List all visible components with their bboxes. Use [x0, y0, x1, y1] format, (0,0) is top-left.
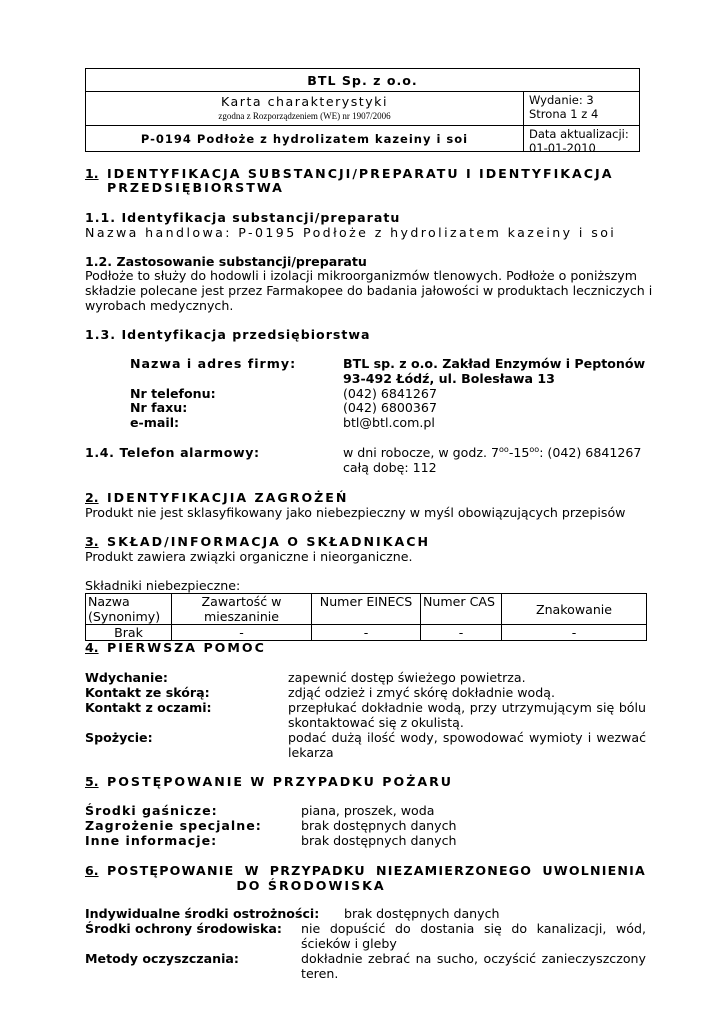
environmental-value: ścieków i gleby	[301, 936, 397, 951]
document-type: Karta charakterystyki	[221, 94, 388, 109]
hazardous-components-label: Składniki niebezpieczne:	[85, 578, 241, 593]
section-3-title: SKŁAD/INFORMACJA O SKŁADNIKACH	[107, 534, 431, 549]
section-4-title: PIERWSZA POMOC	[107, 640, 266, 655]
email-link[interactable]: btl@btl.com.pl	[343, 415, 435, 430]
header-divider	[523, 125, 639, 126]
cleanup-value: teren.	[301, 966, 339, 981]
other-info-value: brak dostępnych danych	[301, 833, 457, 848]
page-number: Strona 1 z 4	[529, 107, 599, 121]
column-header: Znakowanie	[502, 594, 647, 625]
usage-text: wyrobach medycznych.	[85, 298, 234, 313]
composition-text: Produkt zawiera związki organiczne i nieorganiczne.	[85, 549, 413, 564]
table-header-row	[86, 594, 647, 625]
environmental-value: nie dopuścić do dostania się do kanalizacji, wód,	[301, 921, 646, 936]
eye-contact-value: przepłukać dokładnie wodą, przy utrzymującym się bólu	[288, 700, 646, 715]
section-2-title: IDENTYFIKACJIA ZAGROŻEŃ	[107, 490, 349, 505]
ingestion-value: podać dużą ilość wody, spowodować wymioty i wezwać	[288, 730, 646, 745]
column-header: Nazwa (Synonimy)	[86, 594, 172, 625]
update-date: 01-01-2010	[529, 141, 596, 155]
inhalation-label: Wdychanie:	[85, 670, 168, 685]
company-address-value: BTL sp. z o.o. Zakład Enzymów i Peptonów	[343, 356, 646, 371]
column-header: Numer EINECS	[312, 594, 421, 625]
environmental-label: Środki ochrony środowiska:	[85, 921, 282, 936]
edition: Wydanie: 3	[529, 93, 594, 107]
ingestion-value: lekarza	[288, 745, 334, 760]
classification-text: Produkt nie jest sklasyfikowany jako niebezpieczny w myśl obowiązujących przepisów	[85, 505, 626, 520]
section-1-2-title: 1.2. Zastosowanie substancji/preparatu	[85, 254, 367, 269]
header-divider	[86, 125, 523, 126]
table-cell: -	[502, 625, 647, 641]
email-label: e-mail:	[130, 415, 180, 430]
personal-precautions-label: Indywidualne środki ostrożności:	[85, 906, 320, 921]
cleanup-label: Metody oczyszczania:	[85, 951, 239, 966]
column-header: Zawartość w mieszaninie	[172, 594, 312, 625]
document-header-box	[85, 68, 640, 155]
phone-label: Nr telefonu:	[130, 386, 216, 401]
section-1-title: IDENTYFIKACJA SUBSTANCJI/PREPARATU I IDENTYFIKACJA	[107, 166, 614, 181]
skin-contact-label: Kontakt ze skórą:	[85, 685, 210, 700]
section-6-number: 6.	[85, 863, 99, 878]
table-cell: -	[312, 625, 421, 641]
cleanup-value: dokładnie zebrać na sucho, oczyścić zanieczyszczony	[301, 951, 646, 966]
fax-label: Nr faxu:	[130, 400, 188, 415]
regulation-note: zgodna z Rozporządzeniem (WE) nr 1907/2006	[218, 111, 391, 121]
skin-contact-value: zdjąć odzież i zmyć skórę dokładnie wodą.	[288, 685, 555, 700]
company-name: BTL Sp. z o.o.	[307, 73, 418, 88]
extinguishing-label: Środki gaśnicze:	[85, 803, 218, 818]
usage-text: składzie polecane jest przez Farmakopee do badania jałowości w produktach leczniczych i	[85, 283, 653, 298]
section-1-1-title: 1.1. Identyfikacja substancji/preparatu	[85, 210, 401, 225]
section-5-number: 5.	[85, 774, 99, 789]
phone-value: (042) 6841267	[343, 386, 437, 401]
hazardous-components-table	[85, 593, 647, 641]
personal-precautions-value: brak dostępnych danych	[344, 906, 500, 921]
emergency-phone-24h: całą dobę: 112	[343, 460, 437, 475]
product-name: P-0194 Podłoże z hydrolizatem kazeiny i soi	[140, 132, 469, 146]
special-hazard-value: brak dostępnych danych	[301, 818, 457, 833]
company-address-label: Nazwa i adres firmy:	[130, 356, 297, 371]
section-6-title-cont: DO ŚRODOWISKA	[236, 878, 386, 893]
column-header: Numer CAS	[421, 594, 502, 625]
section-1-3-title: 1.3. Identyfikacja przedsiębiorstwa	[85, 327, 371, 342]
update-label: Data aktualizacji:	[529, 127, 629, 141]
trade-name: Nazwa handlowa: P-0195 Podłoże z hydrolizatem kazeiny i soi	[85, 225, 617, 240]
section-6-title: POSTĘPOWANIE W PRZYPADKU NIEZAMIERZONEGO UWOLNIENIA	[107, 863, 646, 878]
table-cell: Brak	[86, 625, 172, 641]
other-info-label: Inne informacje:	[85, 833, 218, 848]
emergency-phone-label: 1.4. Telefon alarmowy:	[85, 445, 260, 460]
emergency-phone-value: w dni robocze, w godz. $7^{oo}-15^{oo}$: (042) 6841267	[343, 444, 642, 460]
table-row	[86, 625, 647, 641]
usage-text: Podłoże to służy do hodowli i izolacji mikroorganizmów tlenowych. Podłoże o poniższym	[85, 268, 637, 283]
section-4-number: 4.	[85, 640, 99, 655]
section-3-number: 3.	[85, 534, 99, 549]
eye-contact-value: skontaktować się z okulistą.	[288, 715, 464, 730]
section-1-number: 1.	[85, 166, 99, 181]
ingestion-label: Spożycie:	[85, 730, 153, 745]
section-1-title-cont: PRZEDSIĘBIORSTWA	[107, 180, 284, 195]
extinguishing-value: piana, proszek, woda	[301, 803, 435, 818]
special-hazard-label: Zagrożenie specjalne:	[85, 818, 262, 833]
inhalation-value: zapewnić dostęp świeżego powietrza.	[288, 670, 526, 685]
section-2-number: 2.	[85, 490, 99, 505]
fax-value: (042) 6800367	[343, 400, 437, 415]
header-divider	[523, 91, 524, 151]
table-cell: -	[172, 625, 312, 641]
header-divider	[86, 91, 639, 92]
company-address-value: 93-492 Łódź, ul. Bolesława 13	[343, 371, 555, 386]
section-5-title: POSTĘPOWANIE W PRZYPADKU POŻARU	[107, 774, 454, 789]
table-cell: -	[421, 625, 502, 641]
eye-contact-label: Kontakt z oczami:	[85, 700, 212, 715]
